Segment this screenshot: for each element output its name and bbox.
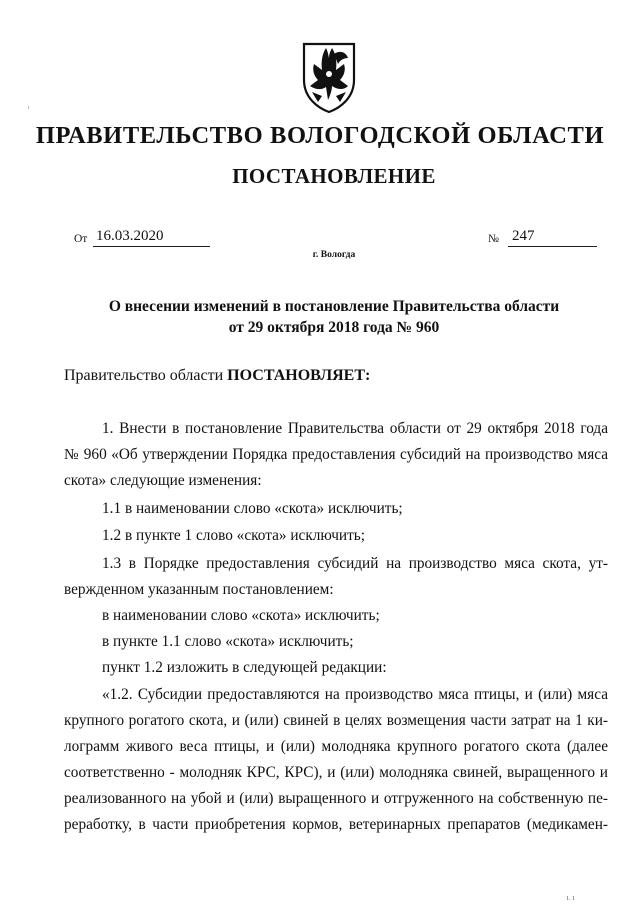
body-line: реработку, в части приобретения кормов, ветеринарных препаратов (медикамен- [64, 816, 608, 833]
body-line: вержденном указанным постановлением: [64, 581, 334, 598]
body-line: крупного рогатого скота, и (или) свиней в целях возмещения части затрат на 1 ки- [64, 712, 608, 729]
page-corner-mark: 1. 1 [566, 896, 575, 902]
body-line: № 960 «Об утверждении Порядка предоставления субсидий на производство мяса [64, 446, 608, 463]
body-line: скота» следующие изменения: [64, 472, 262, 489]
body-line: 1.1 в наименовании слово «скота» исключить; [102, 500, 403, 517]
preamble [64, 367, 370, 385]
body-line: в пункте 1.1 слово «скота» исключить; [102, 633, 354, 650]
body-line: соответственно - молодняк КРС, КРС), и (или) молодняка свиней, выращенного и [64, 764, 608, 781]
government-title: ПРАВИТЕЛЬСТВО ВОЛОГОДСКОЙ ОБЛАСТИ [35, 122, 605, 149]
title-line-2: от 29 октября 2018 года № 960 [228, 319, 440, 336]
body-line: реализованного на убой и (или) выращенного и отгруженного на собственную пе- [64, 790, 608, 807]
coat-of-arms-emblem [300, 40, 358, 114]
decree-heading: ПОСТАНОВЛЕНИЕ [232, 164, 436, 188]
body-line: 1.3 в Порядке предоставления субсидий на производство мяса скота, ут- [102, 555, 608, 572]
date-value: 16.03.2020 [93, 227, 210, 247]
body-line: пункт 1.2 изложить в следующей редакции: [102, 659, 387, 676]
date-label: От [74, 233, 88, 245]
body-line: в наименовании слово «скота» исключить; [102, 607, 380, 624]
body-line: 1. Внести в постановление Правительства области от 29 октября 2018 года [102, 420, 608, 437]
body-line: лограмм живого веса птицы, и (или) молодняка крупного рогатого скота (далее [64, 738, 608, 755]
scan-mark [28, 106, 29, 109]
body-line: 1.2 в пункте 1 слово «скота» исключить; [102, 527, 366, 544]
number-value: 247 [508, 227, 597, 247]
title-line-1: О внесении изменений в постановление Правительства области [108, 298, 560, 315]
number-label: № [488, 233, 499, 245]
document-title [0, 296, 640, 338]
body-line: «1.2. Субсидии предоставляются на производство мяса птицы, и (или) мяса [102, 686, 608, 703]
city-name: г. Вологда [312, 250, 356, 260]
preamble-text: Правительство области [64, 367, 228, 384]
preamble-bold: ПОСТАНОВЛЯЕТ: [227, 367, 371, 384]
